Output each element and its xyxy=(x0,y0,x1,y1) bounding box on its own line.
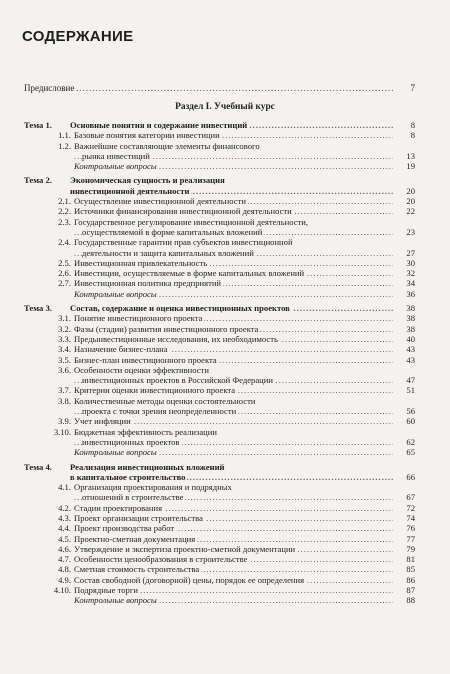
subsection-entry xyxy=(24,268,415,278)
subsection-entry-cont xyxy=(24,406,415,416)
subsection-page: 60 xyxy=(406,416,415,427)
subsection-entry-cont xyxy=(24,375,415,385)
subsection-entry-cont xyxy=(24,437,415,447)
subsection-number: 1.2. xyxy=(58,140,71,151)
topic-title-cont: инвестиционной деятельности xyxy=(70,185,190,196)
subsection-title-cont: проекта с точки зрения неопределенности xyxy=(82,406,237,417)
subsection-page: 8 xyxy=(410,130,415,141)
subsection-page: 27 xyxy=(406,247,415,258)
topic-page: 66 xyxy=(406,471,415,482)
subsection-title: Сметная стоимость строительства xyxy=(74,564,200,575)
subsection-title: Государственные гарантии прав субъектов инвестиционной xyxy=(74,237,293,248)
subsection-title: Проект производства работ xyxy=(74,523,175,534)
subsection-entry xyxy=(24,324,415,334)
subsection-title: Подрядные торги xyxy=(74,585,138,596)
subsection-entry xyxy=(24,365,415,375)
subsection-entry xyxy=(24,344,415,354)
subsection-title: Учет инфляции xyxy=(74,416,131,427)
subsection-page: 38 xyxy=(406,313,415,324)
subsection-page: 38 xyxy=(406,323,415,334)
subsection-title: Количественные методы оценки состоятельности xyxy=(74,395,256,406)
subsection-title-cont: отношений в строительстве xyxy=(82,492,184,503)
subsection-number: 3.3. xyxy=(58,333,71,344)
subsection-title: Проектно-сметная документация xyxy=(74,533,196,544)
subsection-entry xyxy=(24,206,415,216)
subsection-number: 4.8. xyxy=(58,564,71,575)
subsection-title: Инвестиционная привлекательность xyxy=(74,257,208,268)
subsection-number: 2.7. xyxy=(58,278,71,289)
subsection-number: 3.7. xyxy=(58,385,71,396)
topic-title: Экономическая сущность и реализация xyxy=(70,175,225,186)
subsection-entry xyxy=(24,196,415,206)
subsection-page: 65 xyxy=(406,447,415,458)
topic-title: Основные понятия и содержание инвестиций xyxy=(70,120,248,130)
subsection-title: Инвестиции, осуществляемые в форме капитальных вложений xyxy=(74,268,305,279)
subsection-title: Бюджетная эффективность реализации xyxy=(74,426,217,437)
subsection-page: 36 xyxy=(406,288,415,299)
subsection-number: 3.2. xyxy=(58,323,71,334)
subsection-entry xyxy=(24,217,415,227)
subsection-page: 22 xyxy=(406,206,415,217)
subsection-entry xyxy=(24,313,415,323)
subsection-number: 2.1. xyxy=(58,196,71,207)
subsection-page: 51 xyxy=(406,385,415,396)
topic-number: Тема 1. xyxy=(24,120,52,130)
subsection-title: Инвестиционная политика предприятий xyxy=(74,278,222,289)
subsection-number: 3.1. xyxy=(58,313,71,324)
subsection-page: 23 xyxy=(406,226,415,237)
review-questions-label: Контрольные вопросы xyxy=(74,161,157,172)
subsection-page: 43 xyxy=(406,344,415,355)
subsection-title: Важнейшие составляющие элементы финансового xyxy=(74,140,260,151)
subsection-entry xyxy=(24,482,415,492)
subsection-number: 4.7. xyxy=(58,554,71,565)
subsection-page: 86 xyxy=(406,574,415,585)
subsection-page: 13 xyxy=(406,150,415,161)
subsection-page: 67 xyxy=(406,492,415,503)
subsection-title: Особенности ценообразования в строительстве xyxy=(74,554,248,565)
subsection-number: 3.10. xyxy=(53,426,71,437)
subsection-title: Особенности оценки эффективности xyxy=(74,364,209,375)
subsection-entry-cont xyxy=(24,492,415,502)
subsection-page: 81 xyxy=(406,554,415,565)
page-title: СОДЕРЖАНИЕ xyxy=(22,28,134,45)
subsection-number: 2.2. xyxy=(58,206,71,217)
subsection-number: 4.3. xyxy=(58,512,71,523)
subsection-number: 3.4. xyxy=(58,344,71,355)
review-questions-entry xyxy=(24,289,415,299)
subsection-title: Фазы (стадии) развития инвестиционного проекта xyxy=(74,323,259,334)
subsection-title: Бизнес-план инвестиционного проекта xyxy=(74,354,217,365)
subsection-entry xyxy=(24,396,415,406)
subsection-number: 2.6. xyxy=(58,268,71,279)
subsection-page: 72 xyxy=(406,502,415,513)
subsection-entry xyxy=(24,523,415,533)
subsection-title-cont: инвестиционных проектов в Российской Федерации xyxy=(82,375,273,386)
topic-page: 38 xyxy=(406,303,415,314)
subsection-page: 76 xyxy=(406,523,415,534)
topic-entry xyxy=(24,120,415,130)
subsection-title: Состав свободной (договорной) цены, порядок ее определения xyxy=(74,574,305,585)
review-questions-label: Контрольные вопросы xyxy=(74,288,157,299)
preface-label: Предисловие xyxy=(24,83,75,93)
subsection-number: 2.5. xyxy=(58,257,71,268)
subsection-number: 2.4. xyxy=(58,237,71,248)
topic-entry-cont xyxy=(24,186,415,196)
subsection-entry xyxy=(24,278,415,288)
subsection-page: 47 xyxy=(406,375,415,386)
subsection-page: 74 xyxy=(406,512,415,523)
subsection-entry xyxy=(24,141,415,151)
topic-title: Состав, содержание и оценка инвестиционных проектов xyxy=(70,303,290,314)
subsection-title: Предынвестиционные исследования, их необходимость xyxy=(74,333,278,344)
subsection-number: 4.10. xyxy=(53,585,71,596)
subsection-title: Государственное регулирование инвестиционной деятельности, xyxy=(74,216,309,227)
topic-title: Реализация инвестиционных вложений xyxy=(70,461,225,472)
subsection-title: Организация проектирования и подрядных xyxy=(74,482,232,493)
topic-title-cont: в капитальное строительство xyxy=(70,471,186,482)
subsection-number: 4.5. xyxy=(58,533,71,544)
subsection-title-cont: рынка инвестиций xyxy=(82,150,150,161)
subsection-entry xyxy=(24,554,415,564)
subsection-title-cont: деятельности и защита капитальных вложений xyxy=(82,247,254,258)
subsection-page: 43 xyxy=(406,354,415,365)
section-title: Раздел I. Учебный курс xyxy=(175,102,275,112)
topic-number: Тема 2. xyxy=(24,175,52,186)
topic-entry xyxy=(24,175,415,185)
subsection-entry-cont xyxy=(24,151,415,161)
subsection-page: 87 xyxy=(406,585,415,596)
review-questions-entry xyxy=(24,161,415,171)
subsection-page: 34 xyxy=(406,278,415,289)
subsection-page: 62 xyxy=(406,436,415,447)
subsection-title: Критерии оценки инвестиционного проекта xyxy=(74,385,236,396)
subsection-title: Проект организации строительства xyxy=(74,512,203,523)
subsection-number: 3.9. xyxy=(58,416,71,427)
subsection-title: Назначение бизнес-плана xyxy=(74,344,168,355)
subsection-entry xyxy=(24,385,415,395)
subsection-number: 4.6. xyxy=(58,543,71,554)
topic-entry xyxy=(24,462,415,472)
subsection-entry xyxy=(24,513,415,523)
subsection-entry-cont xyxy=(24,227,415,237)
subsection-page: 79 xyxy=(406,543,415,554)
subsection-entry xyxy=(24,237,415,247)
subsection-entry xyxy=(24,334,415,344)
subsection-number: 3.6. xyxy=(58,364,71,375)
subsection-entry xyxy=(24,585,415,595)
subsection-page: 32 xyxy=(406,268,415,279)
subsection-title-cont: инвестиционных проектов xyxy=(82,436,180,447)
subsection-page: 30 xyxy=(406,257,415,268)
review-questions-label: Контрольные вопросы xyxy=(74,595,157,606)
review-questions-entry xyxy=(24,595,415,605)
subsection-title: Утверждение и экспертиза проектно-сметной документации xyxy=(74,543,296,554)
subsection-number: 4.4. xyxy=(58,523,71,534)
subsection-page: 40 xyxy=(406,333,415,344)
subsection-entry xyxy=(24,130,415,140)
subsection-number: 1.1. xyxy=(58,130,71,141)
subsection-entry xyxy=(24,427,415,437)
subsection-number: 4.1. xyxy=(58,482,71,493)
subsection-entry xyxy=(24,534,415,544)
subsection-entry xyxy=(24,258,415,268)
subsection-title: Осуществление инвестиционной деятельности xyxy=(74,196,246,207)
topic-page: 20 xyxy=(406,185,415,196)
toc-preface xyxy=(24,83,415,93)
subsection-page: 20 xyxy=(406,196,415,207)
subsection-title: Источники финансирования инвестиционной деятельности xyxy=(74,206,292,217)
subsection-entry xyxy=(24,503,415,513)
topic-entry-cont xyxy=(24,472,415,482)
subsection-entry xyxy=(24,564,415,574)
topic-entry xyxy=(24,303,415,313)
subsection-entry xyxy=(24,575,415,585)
subsection-title: Базовые понятия категории инвестиции xyxy=(74,130,220,141)
subsection-entry xyxy=(24,355,415,365)
subsection-number: 3.8. xyxy=(58,395,71,406)
subsection-number: 2.3. xyxy=(58,216,71,227)
subsection-page: 19 xyxy=(406,161,415,172)
subsection-page: 77 xyxy=(406,533,415,544)
subsection-title: Стадии проектирования xyxy=(74,502,163,513)
topic-number: Тема 4. xyxy=(24,461,52,472)
subsection-title: Понятие инвестиционного проекта xyxy=(74,313,203,324)
review-questions-label: Контрольные вопросы xyxy=(74,447,157,458)
subsection-entry xyxy=(24,544,415,554)
subsection-page: 88 xyxy=(406,595,415,606)
topic-number: Тема 3. xyxy=(24,303,52,314)
subsection-entry xyxy=(24,416,415,426)
toc-list xyxy=(24,116,415,606)
topic-page: 8 xyxy=(410,120,415,130)
subsection-number: 4.9. xyxy=(58,574,71,585)
subsection-entry-cont xyxy=(24,248,415,258)
subsection-title-cont: осуществляемой в форме капитальных вложений xyxy=(82,226,263,237)
subsection-number: 3.5. xyxy=(58,354,71,365)
subsection-page: 56 xyxy=(406,406,415,417)
subsection-number: 4.2. xyxy=(58,502,71,513)
preface-page: 7 xyxy=(410,83,415,93)
subsection-page: 85 xyxy=(406,564,415,575)
review-questions-entry xyxy=(24,447,415,457)
